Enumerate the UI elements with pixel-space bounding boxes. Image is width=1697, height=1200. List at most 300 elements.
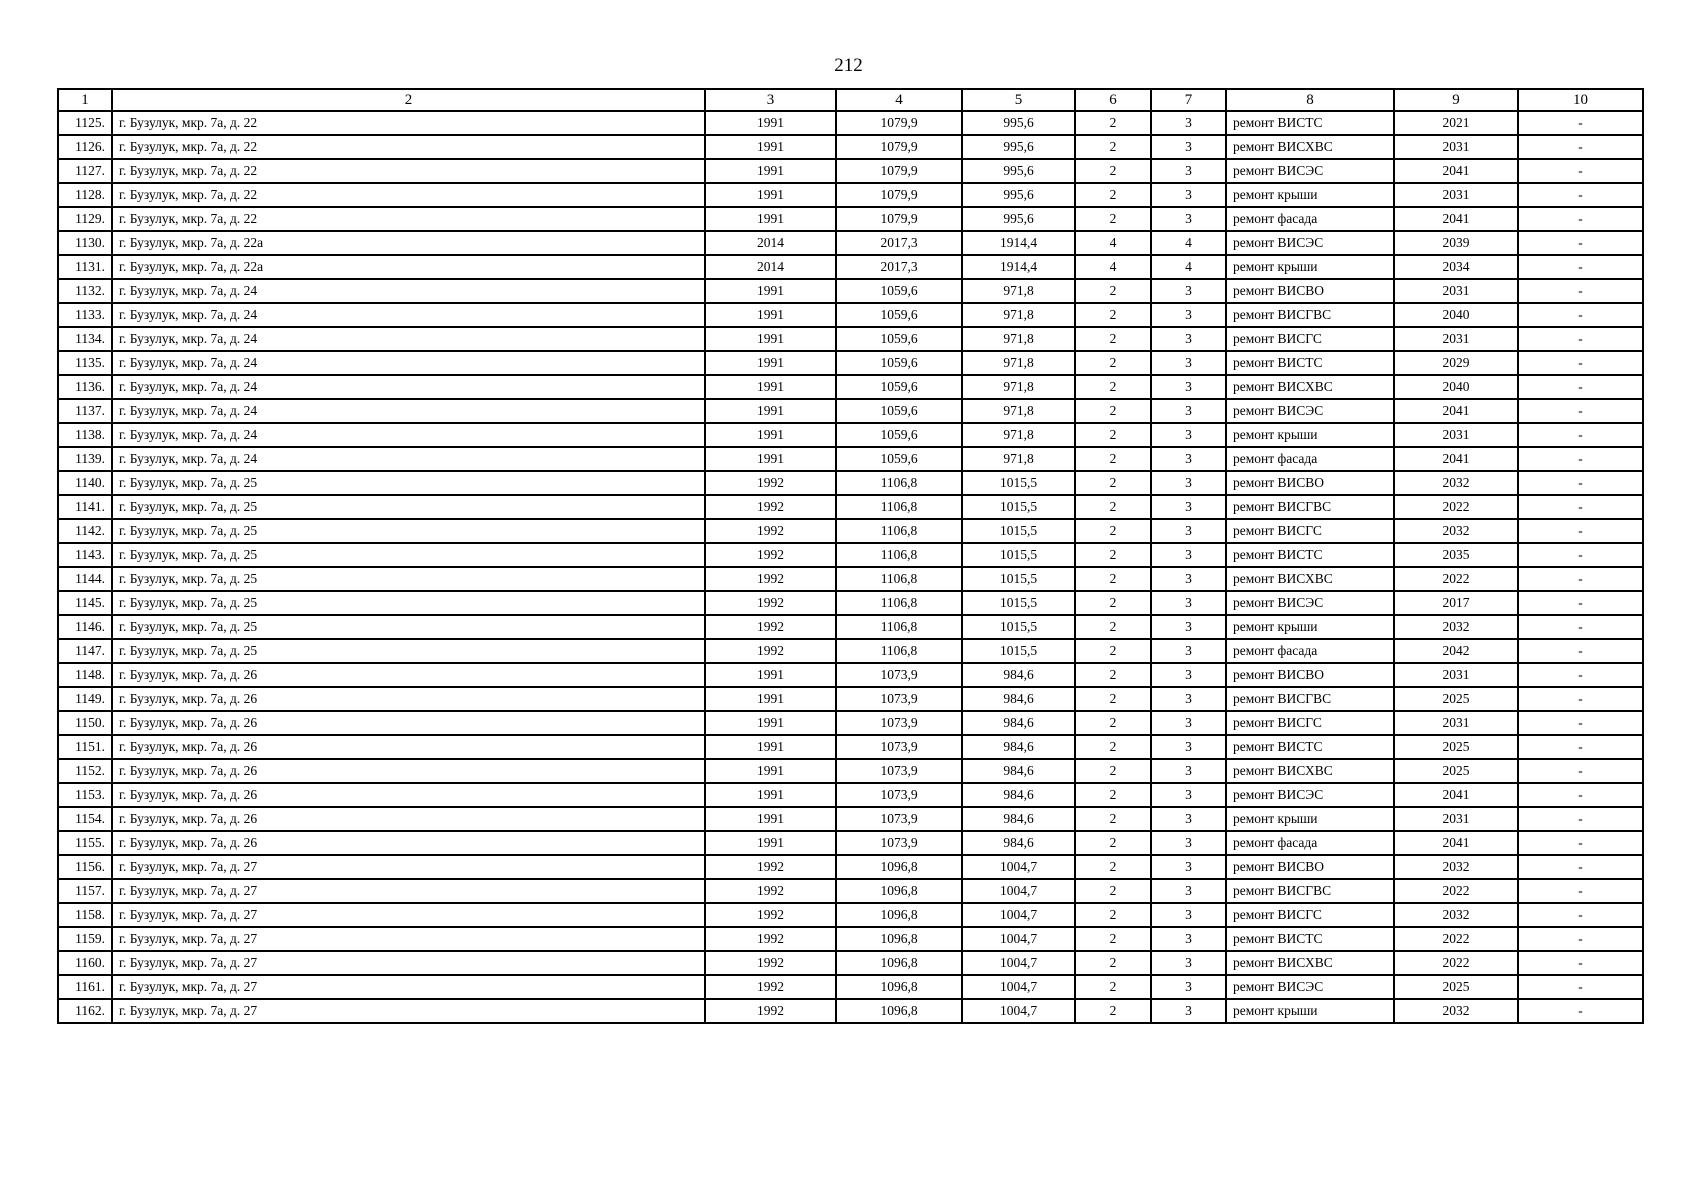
cell-entrances: 3 xyxy=(1151,711,1226,735)
cell-row-number: 1141. xyxy=(58,495,112,519)
cell-work-type: ремонт ВИСХВС xyxy=(1226,135,1394,159)
cell-row-number: 1144. xyxy=(58,567,112,591)
table-row xyxy=(58,255,1643,279)
column-header-6: 6 xyxy=(1075,89,1151,111)
cell-row-number: 1145. xyxy=(58,591,112,615)
table-body xyxy=(58,111,1643,1023)
cell-work-type: ремонт ВИСГВС xyxy=(1226,879,1394,903)
table-row xyxy=(58,951,1643,975)
cell-living-area: 1004,7 xyxy=(962,951,1075,975)
cell-plan-year: 2025 xyxy=(1394,735,1518,759)
cell-build-year: 1992 xyxy=(705,543,836,567)
cell-work-type: ремонт крыши xyxy=(1226,999,1394,1023)
cell-plan-year: 2017 xyxy=(1394,591,1518,615)
cell-total-area: 1059,6 xyxy=(836,423,962,447)
cell-floors: 2 xyxy=(1075,735,1151,759)
table-row xyxy=(58,231,1643,255)
cell-entrances: 3 xyxy=(1151,855,1226,879)
cell-floors: 2 xyxy=(1075,615,1151,639)
cell-address: г. Бузулук, мкр. 7а, д. 27 xyxy=(112,879,705,903)
cell-work-type: ремонт ВИСХВС xyxy=(1226,375,1394,399)
cell-floors: 2 xyxy=(1075,279,1151,303)
cell-plan-year: 2025 xyxy=(1394,759,1518,783)
cell-note: - xyxy=(1518,999,1643,1023)
cell-plan-year: 2032 xyxy=(1394,855,1518,879)
cell-row-number: 1148. xyxy=(58,663,112,687)
cell-plan-year: 2041 xyxy=(1394,399,1518,423)
cell-living-area: 984,6 xyxy=(962,687,1075,711)
cell-note: - xyxy=(1518,855,1643,879)
cell-total-area: 1106,8 xyxy=(836,543,962,567)
cell-note: - xyxy=(1518,783,1643,807)
cell-entrances: 3 xyxy=(1151,135,1226,159)
cell-floors: 2 xyxy=(1075,543,1151,567)
cell-row-number: 1162. xyxy=(58,999,112,1023)
cell-living-area: 1015,5 xyxy=(962,615,1075,639)
cell-entrances: 3 xyxy=(1151,423,1226,447)
cell-work-type: ремонт ВИСГВС xyxy=(1226,495,1394,519)
table-row xyxy=(58,399,1643,423)
cell-floors: 2 xyxy=(1075,327,1151,351)
cell-living-area: 971,8 xyxy=(962,399,1075,423)
cell-entrances: 3 xyxy=(1151,567,1226,591)
table-row xyxy=(58,135,1643,159)
cell-living-area: 984,6 xyxy=(962,831,1075,855)
cell-floors: 2 xyxy=(1075,687,1151,711)
table-row xyxy=(58,519,1643,543)
cell-living-area: 1004,7 xyxy=(962,903,1075,927)
cell-floors: 2 xyxy=(1075,471,1151,495)
cell-address: г. Бузулук, мкр. 7а, д. 24 xyxy=(112,351,705,375)
cell-address: г. Бузулук, мкр. 7а, д. 25 xyxy=(112,543,705,567)
column-header-8: 8 xyxy=(1226,89,1394,111)
cell-address: г. Бузулук, мкр. 7а, д. 27 xyxy=(112,975,705,999)
cell-address: г. Бузулук, мкр. 7а, д. 25 xyxy=(112,615,705,639)
cell-note: - xyxy=(1518,399,1643,423)
cell-build-year: 1992 xyxy=(705,975,836,999)
cell-total-area: 1073,9 xyxy=(836,783,962,807)
cell-floors: 2 xyxy=(1075,423,1151,447)
cell-work-type: ремонт крыши xyxy=(1226,807,1394,831)
cell-entrances: 3 xyxy=(1151,663,1226,687)
cell-build-year: 1992 xyxy=(705,855,836,879)
cell-entrances: 3 xyxy=(1151,735,1226,759)
cell-build-year: 1991 xyxy=(705,711,836,735)
cell-note: - xyxy=(1518,879,1643,903)
cell-entrances: 3 xyxy=(1151,159,1226,183)
cell-row-number: 1154. xyxy=(58,807,112,831)
cell-work-type: ремонт ВИСТС xyxy=(1226,927,1394,951)
cell-entrances: 3 xyxy=(1151,999,1226,1023)
cell-build-year: 1992 xyxy=(705,615,836,639)
cell-living-area: 995,6 xyxy=(962,207,1075,231)
cell-floors: 2 xyxy=(1075,519,1151,543)
cell-living-area: 995,6 xyxy=(962,159,1075,183)
cell-total-area: 1106,8 xyxy=(836,615,962,639)
cell-row-number: 1143. xyxy=(58,543,112,567)
cell-row-number: 1126. xyxy=(58,135,112,159)
cell-floors: 2 xyxy=(1075,975,1151,999)
column-header-9: 9 xyxy=(1394,89,1518,111)
cell-total-area: 1096,8 xyxy=(836,927,962,951)
cell-living-area: 995,6 xyxy=(962,135,1075,159)
cell-plan-year: 2031 xyxy=(1394,423,1518,447)
cell-entrances: 3 xyxy=(1151,303,1226,327)
cell-total-area: 1079,9 xyxy=(836,207,962,231)
cell-row-number: 1133. xyxy=(58,303,112,327)
cell-note: - xyxy=(1518,807,1643,831)
cell-floors: 2 xyxy=(1075,567,1151,591)
cell-row-number: 1127. xyxy=(58,159,112,183)
table-row xyxy=(58,999,1643,1023)
cell-total-area: 1059,6 xyxy=(836,279,962,303)
cell-total-area: 1079,9 xyxy=(836,159,962,183)
cell-plan-year: 2032 xyxy=(1394,471,1518,495)
cell-address: г. Бузулук, мкр. 7а, д. 22 xyxy=(112,135,705,159)
cell-total-area: 1079,9 xyxy=(836,183,962,207)
table-row xyxy=(58,159,1643,183)
cell-total-area: 1106,8 xyxy=(836,519,962,543)
table-row xyxy=(58,375,1643,399)
cell-build-year: 1991 xyxy=(705,807,836,831)
cell-work-type: ремонт фасада xyxy=(1226,639,1394,663)
cell-note: - xyxy=(1518,231,1643,255)
cell-floors: 2 xyxy=(1075,879,1151,903)
cell-note: - xyxy=(1518,927,1643,951)
cell-address: г. Бузулук, мкр. 7а, д. 22а xyxy=(112,255,705,279)
cell-address: г. Бузулук, мкр. 7а, д. 26 xyxy=(112,783,705,807)
cell-plan-year: 2031 xyxy=(1394,135,1518,159)
table-row xyxy=(58,303,1643,327)
cell-plan-year: 2021 xyxy=(1394,111,1518,135)
cell-floors: 4 xyxy=(1075,255,1151,279)
cell-note: - xyxy=(1518,711,1643,735)
cell-work-type: ремонт ВИСГВС xyxy=(1226,303,1394,327)
cell-plan-year: 2031 xyxy=(1394,183,1518,207)
cell-entrances: 3 xyxy=(1151,687,1226,711)
cell-note: - xyxy=(1518,111,1643,135)
table-row xyxy=(58,687,1643,711)
cell-living-area: 971,8 xyxy=(962,447,1075,471)
cell-floors: 2 xyxy=(1075,591,1151,615)
table-row xyxy=(58,615,1643,639)
cell-build-year: 1991 xyxy=(705,303,836,327)
cell-build-year: 1991 xyxy=(705,135,836,159)
cell-entrances: 3 xyxy=(1151,783,1226,807)
cell-living-area: 971,8 xyxy=(962,351,1075,375)
repair-schedule-table xyxy=(57,88,1644,1024)
cell-work-type: ремонт ВИСЭС xyxy=(1226,975,1394,999)
cell-floors: 2 xyxy=(1075,927,1151,951)
cell-address: г. Бузулук, мкр. 7а, д. 22 xyxy=(112,159,705,183)
cell-address: г. Бузулук, мкр. 7а, д. 27 xyxy=(112,855,705,879)
cell-build-year: 1991 xyxy=(705,447,836,471)
cell-address: г. Бузулук, мкр. 7а, д. 26 xyxy=(112,711,705,735)
cell-work-type: ремонт ВИСЭС xyxy=(1226,783,1394,807)
cell-living-area: 1914,4 xyxy=(962,231,1075,255)
cell-entrances: 3 xyxy=(1151,759,1226,783)
cell-plan-year: 2032 xyxy=(1394,999,1518,1023)
cell-address: г. Бузулук, мкр. 7а, д. 22 xyxy=(112,183,705,207)
cell-floors: 2 xyxy=(1075,111,1151,135)
cell-work-type: ремонт фасада xyxy=(1226,447,1394,471)
cell-work-type: ремонт ВИСВО xyxy=(1226,855,1394,879)
cell-living-area: 995,6 xyxy=(962,183,1075,207)
cell-total-area: 1096,8 xyxy=(836,999,962,1023)
cell-plan-year: 2025 xyxy=(1394,687,1518,711)
cell-build-year: 1992 xyxy=(705,519,836,543)
cell-total-area: 2017,3 xyxy=(836,255,962,279)
table-row xyxy=(58,207,1643,231)
cell-build-year: 1992 xyxy=(705,471,836,495)
cell-floors: 2 xyxy=(1075,135,1151,159)
cell-row-number: 1157. xyxy=(58,879,112,903)
cell-total-area: 1096,8 xyxy=(836,855,962,879)
cell-note: - xyxy=(1518,495,1643,519)
cell-work-type: ремонт ВИСТС xyxy=(1226,735,1394,759)
cell-total-area: 1079,9 xyxy=(836,111,962,135)
cell-floors: 2 xyxy=(1075,639,1151,663)
cell-total-area: 1106,8 xyxy=(836,639,962,663)
table-header-row xyxy=(58,89,1643,111)
cell-total-area: 1073,9 xyxy=(836,807,962,831)
cell-living-area: 1004,7 xyxy=(962,879,1075,903)
cell-row-number: 1131. xyxy=(58,255,112,279)
cell-build-year: 1992 xyxy=(705,903,836,927)
cell-living-area: 1015,5 xyxy=(962,639,1075,663)
cell-plan-year: 2031 xyxy=(1394,711,1518,735)
cell-row-number: 1142. xyxy=(58,519,112,543)
cell-plan-year: 2022 xyxy=(1394,495,1518,519)
cell-note: - xyxy=(1518,639,1643,663)
table-row xyxy=(58,567,1643,591)
cell-entrances: 3 xyxy=(1151,111,1226,135)
cell-address: г. Бузулук, мкр. 7а, д. 24 xyxy=(112,303,705,327)
cell-floors: 2 xyxy=(1075,711,1151,735)
cell-total-area: 1059,6 xyxy=(836,327,962,351)
cell-row-number: 1132. xyxy=(58,279,112,303)
cell-plan-year: 2040 xyxy=(1394,375,1518,399)
cell-entrances: 3 xyxy=(1151,543,1226,567)
table-row xyxy=(58,279,1643,303)
cell-address: г. Бузулук, мкр. 7а, д. 26 xyxy=(112,735,705,759)
cell-entrances: 3 xyxy=(1151,927,1226,951)
cell-total-area: 1096,8 xyxy=(836,975,962,999)
cell-build-year: 1991 xyxy=(705,831,836,855)
cell-build-year: 1991 xyxy=(705,423,836,447)
table-row xyxy=(58,591,1643,615)
cell-floors: 2 xyxy=(1075,759,1151,783)
cell-floors: 2 xyxy=(1075,447,1151,471)
column-header-2: 2 xyxy=(112,89,705,111)
cell-entrances: 3 xyxy=(1151,975,1226,999)
cell-row-number: 1128. xyxy=(58,183,112,207)
cell-entrances: 3 xyxy=(1151,471,1226,495)
cell-row-number: 1125. xyxy=(58,111,112,135)
cell-entrances: 3 xyxy=(1151,807,1226,831)
cell-row-number: 1134. xyxy=(58,327,112,351)
table-row xyxy=(58,903,1643,927)
cell-floors: 2 xyxy=(1075,999,1151,1023)
cell-plan-year: 2025 xyxy=(1394,975,1518,999)
cell-build-year: 1992 xyxy=(705,639,836,663)
table-row xyxy=(58,807,1643,831)
cell-note: - xyxy=(1518,255,1643,279)
cell-work-type: ремонт ВИСГВС xyxy=(1226,687,1394,711)
cell-plan-year: 2032 xyxy=(1394,615,1518,639)
cell-address: г. Бузулук, мкр. 7а, д. 26 xyxy=(112,663,705,687)
cell-note: - xyxy=(1518,471,1643,495)
cell-build-year: 1991 xyxy=(705,783,836,807)
cell-build-year: 1991 xyxy=(705,279,836,303)
cell-address: г. Бузулук, мкр. 7а, д. 22 xyxy=(112,111,705,135)
cell-row-number: 1135. xyxy=(58,351,112,375)
cell-build-year: 1991 xyxy=(705,663,836,687)
cell-floors: 2 xyxy=(1075,663,1151,687)
column-header-5: 5 xyxy=(962,89,1075,111)
cell-work-type: ремонт ВИСЭС xyxy=(1226,231,1394,255)
cell-address: г. Бузулук, мкр. 7а, д. 26 xyxy=(112,759,705,783)
cell-address: г. Бузулук, мкр. 7а, д. 27 xyxy=(112,999,705,1023)
cell-floors: 2 xyxy=(1075,807,1151,831)
cell-total-area: 1106,8 xyxy=(836,591,962,615)
cell-total-area: 1079,9 xyxy=(836,135,962,159)
cell-work-type: ремонт ВИСХВС xyxy=(1226,567,1394,591)
cell-note: - xyxy=(1518,975,1643,999)
cell-note: - xyxy=(1518,687,1643,711)
cell-address: г. Бузулук, мкр. 7а, д. 25 xyxy=(112,519,705,543)
cell-row-number: 1129. xyxy=(58,207,112,231)
cell-plan-year: 2041 xyxy=(1394,831,1518,855)
cell-row-number: 1156. xyxy=(58,855,112,879)
cell-work-type: ремонт крыши xyxy=(1226,423,1394,447)
cell-total-area: 1059,6 xyxy=(836,303,962,327)
cell-entrances: 3 xyxy=(1151,879,1226,903)
table-row xyxy=(58,495,1643,519)
cell-floors: 2 xyxy=(1075,855,1151,879)
cell-build-year: 1991 xyxy=(705,399,836,423)
cell-floors: 2 xyxy=(1075,903,1151,927)
cell-entrances: 3 xyxy=(1151,903,1226,927)
cell-note: - xyxy=(1518,423,1643,447)
cell-plan-year: 2041 xyxy=(1394,447,1518,471)
cell-work-type: ремонт ВИСГС xyxy=(1226,327,1394,351)
table-row xyxy=(58,423,1643,447)
cell-work-type: ремонт фасада xyxy=(1226,207,1394,231)
cell-living-area: 1004,7 xyxy=(962,855,1075,879)
cell-address: г. Бузулук, мкр. 7а, д. 24 xyxy=(112,279,705,303)
cell-build-year: 1992 xyxy=(705,567,836,591)
cell-living-area: 984,6 xyxy=(962,711,1075,735)
cell-plan-year: 2041 xyxy=(1394,159,1518,183)
cell-work-type: ремонт ВИСЭС xyxy=(1226,591,1394,615)
cell-note: - xyxy=(1518,663,1643,687)
cell-entrances: 3 xyxy=(1151,447,1226,471)
cell-work-type: ремонт крыши xyxy=(1226,183,1394,207)
table-row xyxy=(58,855,1643,879)
cell-plan-year: 2032 xyxy=(1394,519,1518,543)
cell-floors: 4 xyxy=(1075,231,1151,255)
cell-plan-year: 2042 xyxy=(1394,639,1518,663)
cell-living-area: 971,8 xyxy=(962,327,1075,351)
cell-living-area: 1004,7 xyxy=(962,927,1075,951)
cell-total-area: 1096,8 xyxy=(836,879,962,903)
cell-row-number: 1149. xyxy=(58,687,112,711)
cell-entrances: 3 xyxy=(1151,615,1226,639)
cell-build-year: 1991 xyxy=(705,159,836,183)
cell-work-type: ремонт ВИСГС xyxy=(1226,711,1394,735)
cell-row-number: 1160. xyxy=(58,951,112,975)
cell-build-year: 1992 xyxy=(705,999,836,1023)
table-row xyxy=(58,783,1643,807)
cell-work-type: ремонт ВИСТС xyxy=(1226,351,1394,375)
cell-note: - xyxy=(1518,519,1643,543)
table-row xyxy=(58,351,1643,375)
cell-living-area: 971,8 xyxy=(962,423,1075,447)
cell-work-type: ремонт ВИСТС xyxy=(1226,543,1394,567)
cell-living-area: 1004,7 xyxy=(962,975,1075,999)
cell-floors: 2 xyxy=(1075,951,1151,975)
cell-plan-year: 2022 xyxy=(1394,951,1518,975)
cell-note: - xyxy=(1518,327,1643,351)
cell-entrances: 3 xyxy=(1151,831,1226,855)
cell-address: г. Бузулук, мкр. 7а, д. 24 xyxy=(112,423,705,447)
cell-entrances: 3 xyxy=(1151,399,1226,423)
cell-build-year: 1991 xyxy=(705,735,836,759)
cell-row-number: 1161. xyxy=(58,975,112,999)
cell-plan-year: 2032 xyxy=(1394,903,1518,927)
cell-address: г. Бузулук, мкр. 7а, д. 22 xyxy=(112,207,705,231)
cell-note: - xyxy=(1518,351,1643,375)
cell-build-year: 1991 xyxy=(705,759,836,783)
table-row xyxy=(58,327,1643,351)
cell-plan-year: 2031 xyxy=(1394,279,1518,303)
cell-entrances: 3 xyxy=(1151,327,1226,351)
cell-address: г. Бузулук, мкр. 7а, д. 25 xyxy=(112,567,705,591)
cell-work-type: ремонт ВИСТС xyxy=(1226,111,1394,135)
cell-build-year: 1991 xyxy=(705,183,836,207)
cell-total-area: 1106,8 xyxy=(836,495,962,519)
cell-total-area: 1059,6 xyxy=(836,447,962,471)
cell-plan-year: 2031 xyxy=(1394,663,1518,687)
cell-plan-year: 2039 xyxy=(1394,231,1518,255)
cell-plan-year: 2031 xyxy=(1394,807,1518,831)
cell-note: - xyxy=(1518,279,1643,303)
cell-total-area: 1059,6 xyxy=(836,351,962,375)
cell-floors: 2 xyxy=(1075,207,1151,231)
cell-note: - xyxy=(1518,543,1643,567)
cell-build-year: 1991 xyxy=(705,351,836,375)
cell-entrances: 3 xyxy=(1151,951,1226,975)
table-row xyxy=(58,831,1643,855)
cell-entrances: 3 xyxy=(1151,351,1226,375)
cell-row-number: 1130. xyxy=(58,231,112,255)
cell-address: г. Бузулук, мкр. 7а, д. 22а xyxy=(112,231,705,255)
column-header-7: 7 xyxy=(1151,89,1226,111)
cell-total-area: 1073,9 xyxy=(836,687,962,711)
cell-work-type: ремонт ВИСЭС xyxy=(1226,399,1394,423)
cell-total-area: 2017,3 xyxy=(836,231,962,255)
cell-build-year: 1991 xyxy=(705,327,836,351)
cell-row-number: 1158. xyxy=(58,903,112,927)
cell-living-area: 1015,5 xyxy=(962,495,1075,519)
cell-build-year: 2014 xyxy=(705,255,836,279)
cell-entrances: 3 xyxy=(1151,279,1226,303)
cell-address: г. Бузулук, мкр. 7а, д. 24 xyxy=(112,447,705,471)
table-row xyxy=(58,183,1643,207)
column-header-3: 3 xyxy=(705,89,836,111)
cell-floors: 2 xyxy=(1075,495,1151,519)
